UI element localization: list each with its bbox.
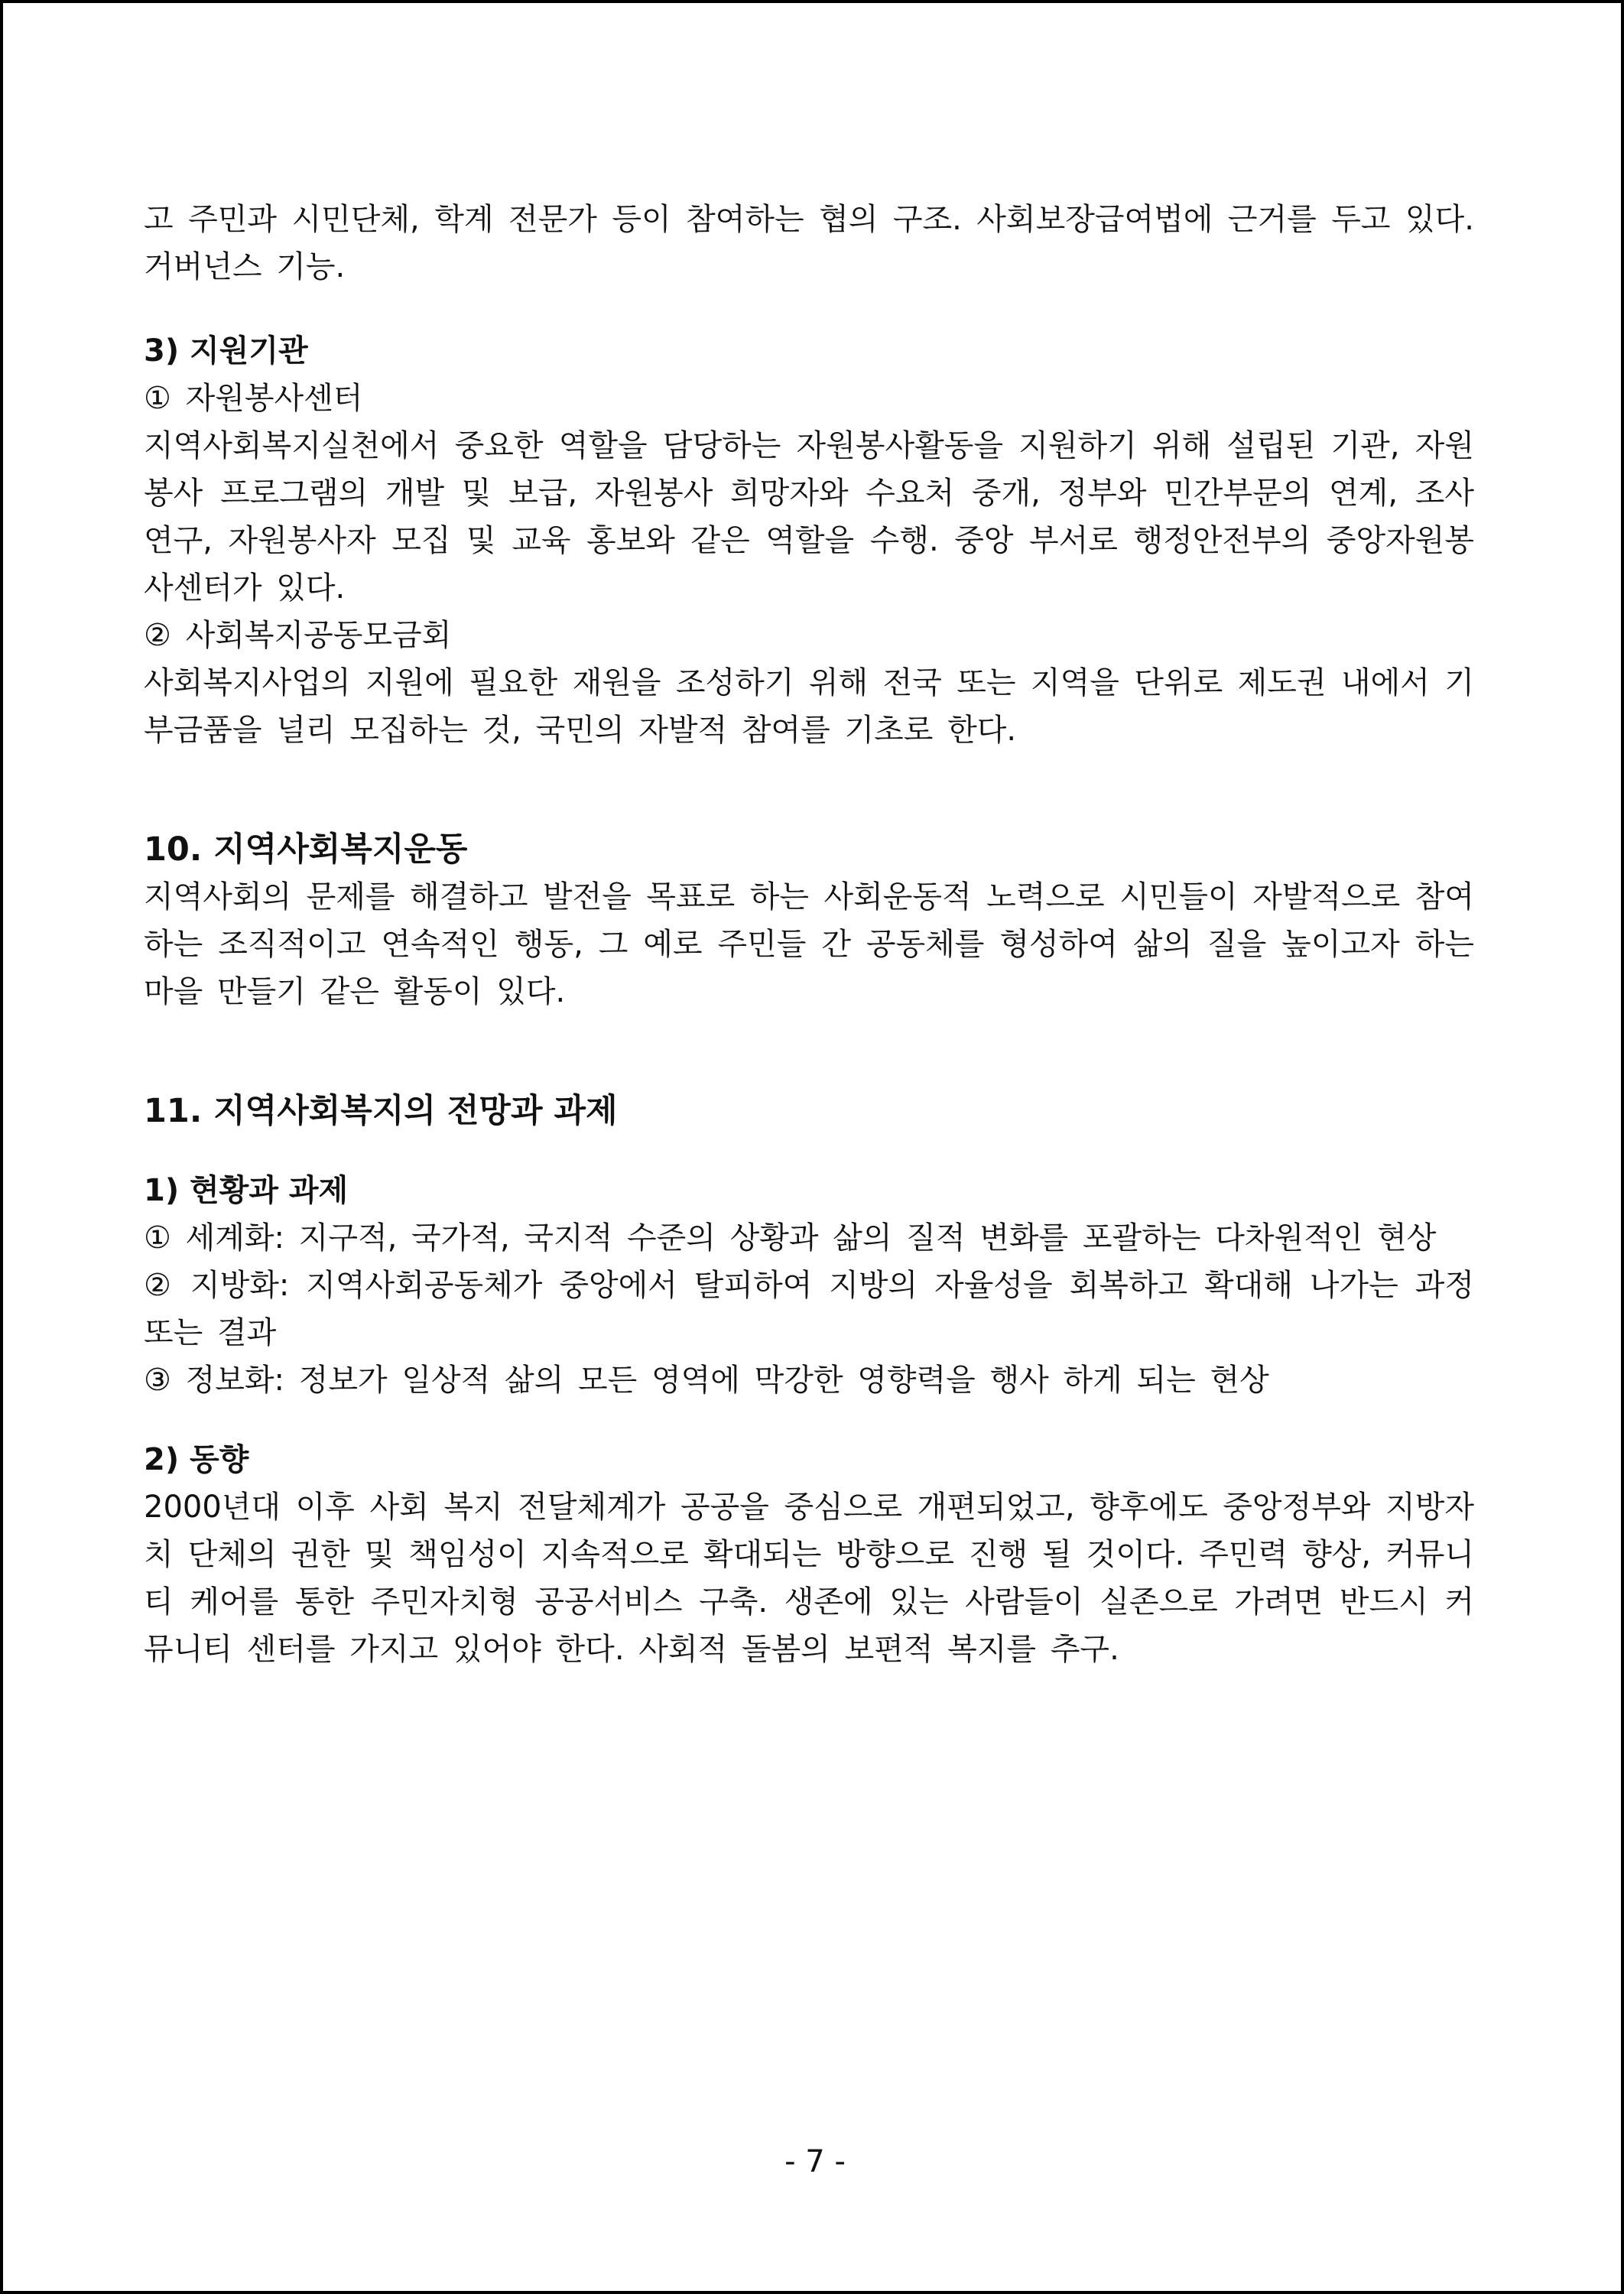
trends-heading: 2) 동향 bbox=[144, 1442, 249, 1477]
status-item-informatization: ③ 정보화: 정보가 일상적 삶의 모든 영역에 막강한 영향력을 행사 하게 되는 현상 bbox=[144, 1363, 1269, 1398]
volunteer-center-title: ① 자원봉사센터 bbox=[144, 381, 363, 416]
section-10-body: 지역사회의 문제를 해결하고 발전을 목표로 하는 사회운동적 노력으로 시민들이 자발적으로 참여하는 조직적이고 연속적인 행동, 그 예로 주민들 간 공동체를 형성하여 삶의 질을 높이고자 하는 마을 만들기 같은 활동이 있다. bbox=[144, 879, 1474, 1009]
spacer bbox=[144, 1404, 1474, 1436]
intro-paragraph: 고 주민과 시민단체, 학계 전문가 등이 참여하는 협의 구조. 사회보장급여법에 근거를 두고 있다. 거버넌스 기능. bbox=[144, 202, 1474, 284]
spacer bbox=[144, 754, 1474, 826]
status-heading: 1) 현황과 과제 bbox=[144, 1173, 349, 1208]
section-11 bbox=[144, 1087, 1474, 1673]
spacer bbox=[144, 1015, 1474, 1087]
trends-body: 2000년대 이후 사회 복지 전달체계가 공공을 중심으로 개편되었고, 향후에도 중앙정부와 지방자치 단체의 권한 및 책임성이 지속적으로 확대되는 방향으로 진행 될 것이다. 주민력 향상, 커뮤니티 케어를 통한 주민자치형 공공서비스 구축. 생존에 있는 사람들이 실존으로 가려면 반드시 커뮤니티 센터를 가지고 있어야 한다. 사회적 돌봄의 보편적 복지를 추구. bbox=[144, 1490, 1474, 1667]
support-agencies-heading: 3) 지원기관 bbox=[144, 333, 308, 369]
community-chest-title: ② 사회복지공동모금회 bbox=[144, 618, 452, 653]
spacer bbox=[144, 291, 1474, 327]
volunteer-center-body: 지역사회복지실천에서 중요한 역할을 담당하는 자원봉사활동을 지원하기 위해 설립된 기관, 자원봉사 프로그램의 개발 및 보급, 자원봉사 희망자와 수요처 중개, 정부와 민간부문의 연계, 조사 연구, 자원봉사자 모집 및 교육 홍보와 같은 역할을 수행. 중앙 부서로 행정안전부의 중앙자원봉사센터가 있다. bbox=[144, 428, 1474, 606]
community-chest-body: 사회복지사업의 지원에 필요한 재원을 조성하기 위해 전국 또는 지역을 단위로 제도권 내에서 기부금품을 널리 모집하는 것, 국민의 자발적 참여를 기초로 한다. bbox=[144, 665, 1474, 748]
spacer bbox=[144, 1135, 1474, 1167]
section-10 bbox=[144, 826, 1474, 1015]
document-body bbox=[144, 196, 1474, 1673]
status-item-globalization: ① 세계화: 지구적, 국가적, 국지적 수준의 상황과 삶의 질적 변화를 포괄하는 다차원적인 현상 bbox=[144, 1220, 1437, 1256]
status-item-localization: ② 지방화: 지역사회공동체가 중앙에서 탈피하여 지방의 자율성을 회복하고 확대해 나가는 과정 또는 결과 bbox=[144, 1268, 1474, 1350]
support-agencies-section bbox=[144, 327, 1474, 754]
section-10-heading: 10. 지역사회복지운동 bbox=[144, 830, 468, 869]
page-number: - 7 - bbox=[784, 2144, 846, 2179]
section-11-heading: 11. 지역사회복지의 전망과 과제 bbox=[144, 1092, 618, 1130]
